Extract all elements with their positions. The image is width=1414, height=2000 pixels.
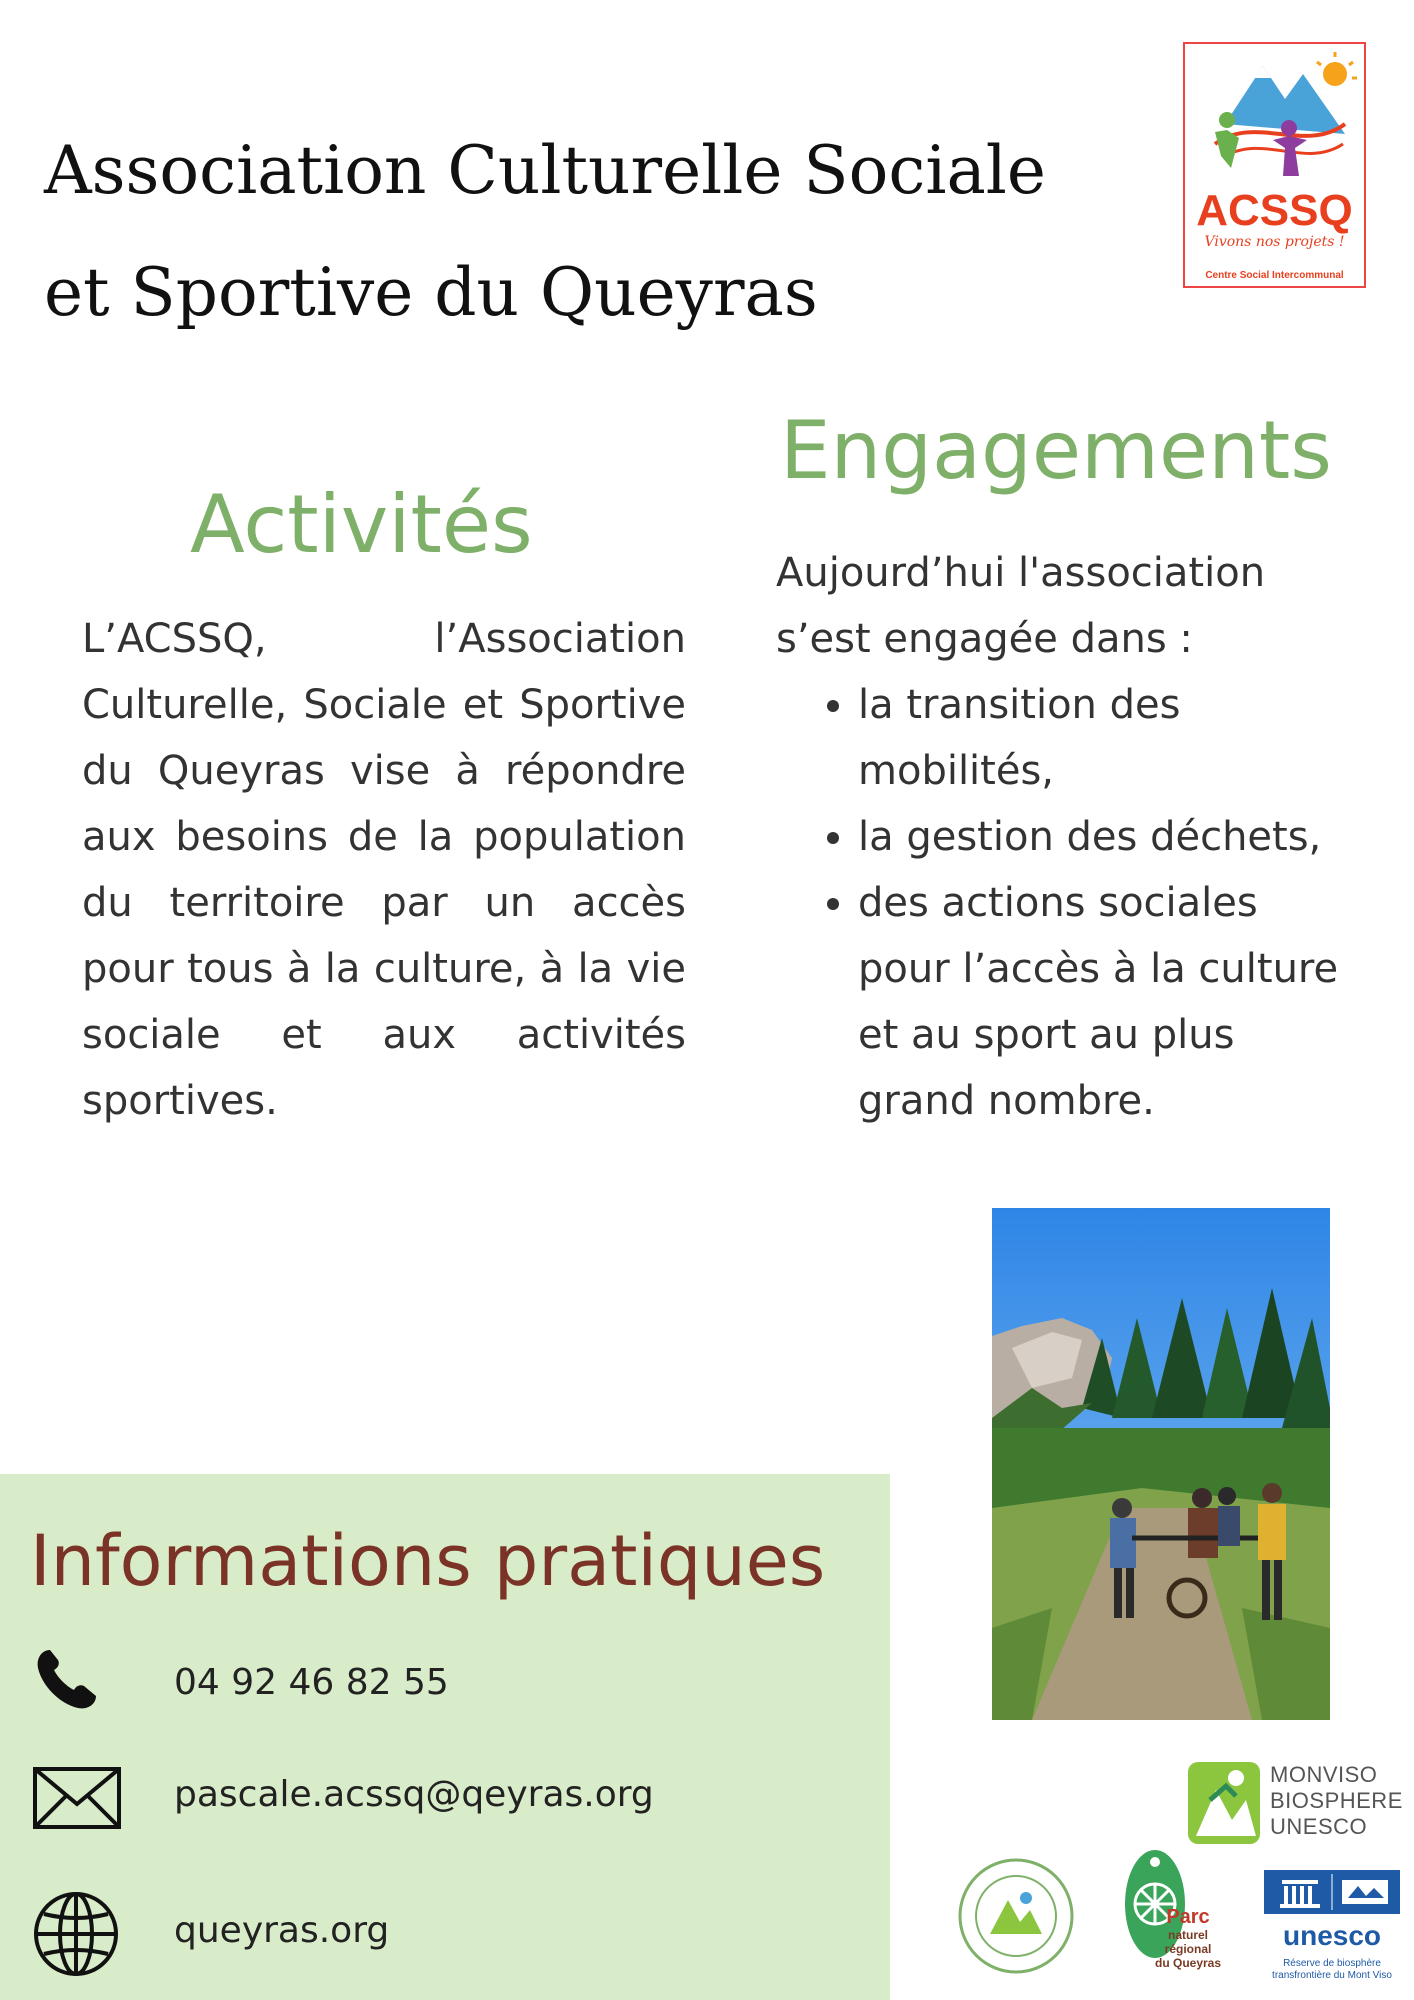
website-link[interactable]: queyras.org: [174, 1910, 390, 1951]
eco-acteur-badge-icon: [956, 1856, 1076, 1976]
monviso-line-2: BIOSPHERE: [1270, 1788, 1403, 1813]
title-line-1: Association Culturelle Sociale: [44, 132, 1046, 209]
parc-line-4: du Queyras: [1154, 1956, 1222, 1970]
unesco-sub-line-1: Réserve de biosphère: [1283, 1958, 1381, 1969]
activites-paragraph: L’ACSSQ, l’Association Culturelle, Sociale et Sportive du Queyras vise à répondre aux besoins de la population du territoire par un accès pour tous à la culture, à la vie sociale et aux activités sportives.: [82, 616, 686, 1124]
engagements-heading: Engagements: [780, 404, 1332, 497]
monviso-wordmark: [1270, 1762, 1403, 1840]
parc-line-2: naturel: [1167, 1928, 1208, 1942]
unesco-emblem: [1262, 1868, 1402, 1916]
unesco-sub-line-2: transfrontière du Mont Viso: [1272, 1970, 1392, 1981]
logo-tagline: Vivons nos projets !: [1204, 234, 1345, 250]
hiking-photo: [992, 1208, 1330, 1720]
list-item: • la gestion des déchets,: [858, 804, 1356, 870]
list-item: • la transition des mobilités,: [858, 672, 1356, 804]
parc-wordmark: [1146, 1906, 1230, 1970]
phone-number: 04 92 46 82 55: [174, 1662, 449, 1703]
parc-line-3: régional: [1164, 1942, 1212, 1956]
info-heading: Informations pratiques: [30, 1520, 826, 1602]
logo-subtitle: Centre Social Intercommunal: [1205, 270, 1344, 281]
monviso-logo: [1186, 1760, 1262, 1846]
acssq-logo: [1183, 42, 1366, 288]
engagements-intro: Aujourd’hui l'association s’est engagée dans :: [776, 550, 1266, 662]
page-title: [44, 110, 1124, 354]
unesco-subtitle: [1262, 1958, 1402, 1982]
unesco-wordmark: unesco: [1282, 1920, 1382, 1951]
title-line-2: et Sportive du Queyras: [44, 254, 818, 331]
engagements-list: [776, 672, 1356, 1134]
list-item: • des actions sociales pour l’accès à la culture et au sport au plus grand nombre.: [858, 870, 1356, 1134]
envelope-icon: [32, 1766, 122, 1834]
parc-line-1: Parc: [1166, 1906, 1210, 1928]
phone-icon: [32, 1648, 102, 1716]
email-link[interactable]: pascale.acssq@qeyras.org: [174, 1774, 654, 1815]
monviso-line-3: UNESCO: [1270, 1814, 1368, 1839]
globe-icon: [32, 1890, 120, 1982]
logo-wordmark: ACSSQ: [1196, 186, 1353, 235]
monviso-line-1: MONVISO: [1270, 1762, 1378, 1787]
activites-heading: Activités: [190, 478, 533, 571]
